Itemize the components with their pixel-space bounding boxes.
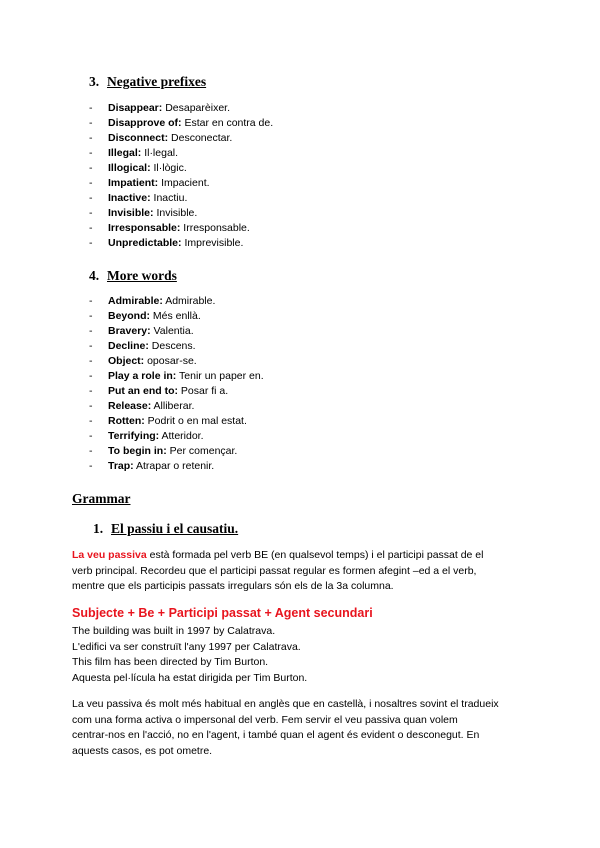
example-line: This film has been directed by Tim Burton. [72,656,269,668]
list-item: - Decline: Descens. [89,340,196,352]
list-item: - Invisible: Invisible. [89,207,198,219]
section-4-heading [89,268,177,284]
list-item: - Disapprove of: Estar en contra de. [89,117,274,129]
more-words-list [89,294,264,474]
passive-formula: Subjecte + Be + Participi passat + Agent secundari [72,606,373,620]
list-item: - Rotten: Podrit o en mal estat. [89,415,247,427]
negative-prefixes-list [89,101,273,251]
example-line: The building was built in 1997 by Calatrava. [72,625,276,637]
subsection-title: El passiu i el causatiu. [111,521,239,536]
section-4-title: More words [107,268,177,283]
section-3-heading [89,74,206,90]
list-item: - Irresponsable: Irresponsable. [89,222,250,234]
section-3-title: Negative prefixes [107,74,207,89]
examples-paragraph [72,624,542,686]
list-item: - Unpredictable: Imprevisible. [89,237,244,249]
list-item: - Inactive: Inactiu. [89,192,188,204]
list-item: - Disappear: Desaparèixer. [89,102,230,114]
passive-voice-highlight: La veu passiva [72,549,147,561]
intro-paragraph: La veu passiva està formada pel verb BE (en qualsevol temps) i el participi passat de el verb principal. Recordeu que el participi passat regular es formen afegint –ed a el verb, mentre que els participis passats irregulars són els de la 3a columna. [72,549,484,592]
example-line: Aquesta pel·lícula ha estat dirigida per Tim Burton. [72,671,308,684]
grammar-heading: Grammar [72,491,131,506]
section-3-number: 3. [89,74,100,89]
list-item: - Impatient: Impacient. [89,177,210,189]
list-item: - Play a role in: Tenir un paper en. [89,370,264,382]
closing-paragraph: La veu passiva és molt més habitual en anglès que en castellà, i nosaltres sovint el tradueix com una forma activa o impersonal del verb. Fem servir el veu passiva quan volem centrar-nos en l'acció, no en l'agent, i també quan el agent és evident o desconegut. En aquests casos, es pot ometre. [72,698,499,757]
subsection-number: 1. [93,521,104,536]
list-item: - Release: Alliberar. [89,400,195,412]
example-line: L'edifici va ser construït l'any 1997 per Calatrava. [72,640,301,653]
list-item: - Object: oposar-se. [89,355,197,367]
list-item: - Disconnect: Desconectar. [89,132,233,144]
list-item: - Admirable: Admirable. [89,295,216,307]
list-item: - Illegal: Il·legal. [89,147,179,159]
list-item: - Illogical: Il·lògic. [89,162,187,174]
list-item: - Trap: Atrapar o retenir. [89,460,215,472]
list-item: - Bravery: Valentia. [89,325,194,337]
list-item: - Put an end to: Posar fi a. [89,385,229,397]
list-item: - Beyond: Més enllà. [89,310,201,322]
passive-causative-heading [93,521,238,537]
list-item: - To begin in: Per començar. [89,445,238,457]
section-4-number: 4. [89,268,100,283]
list-item: - Terrifying: Atteridor. [89,430,204,442]
